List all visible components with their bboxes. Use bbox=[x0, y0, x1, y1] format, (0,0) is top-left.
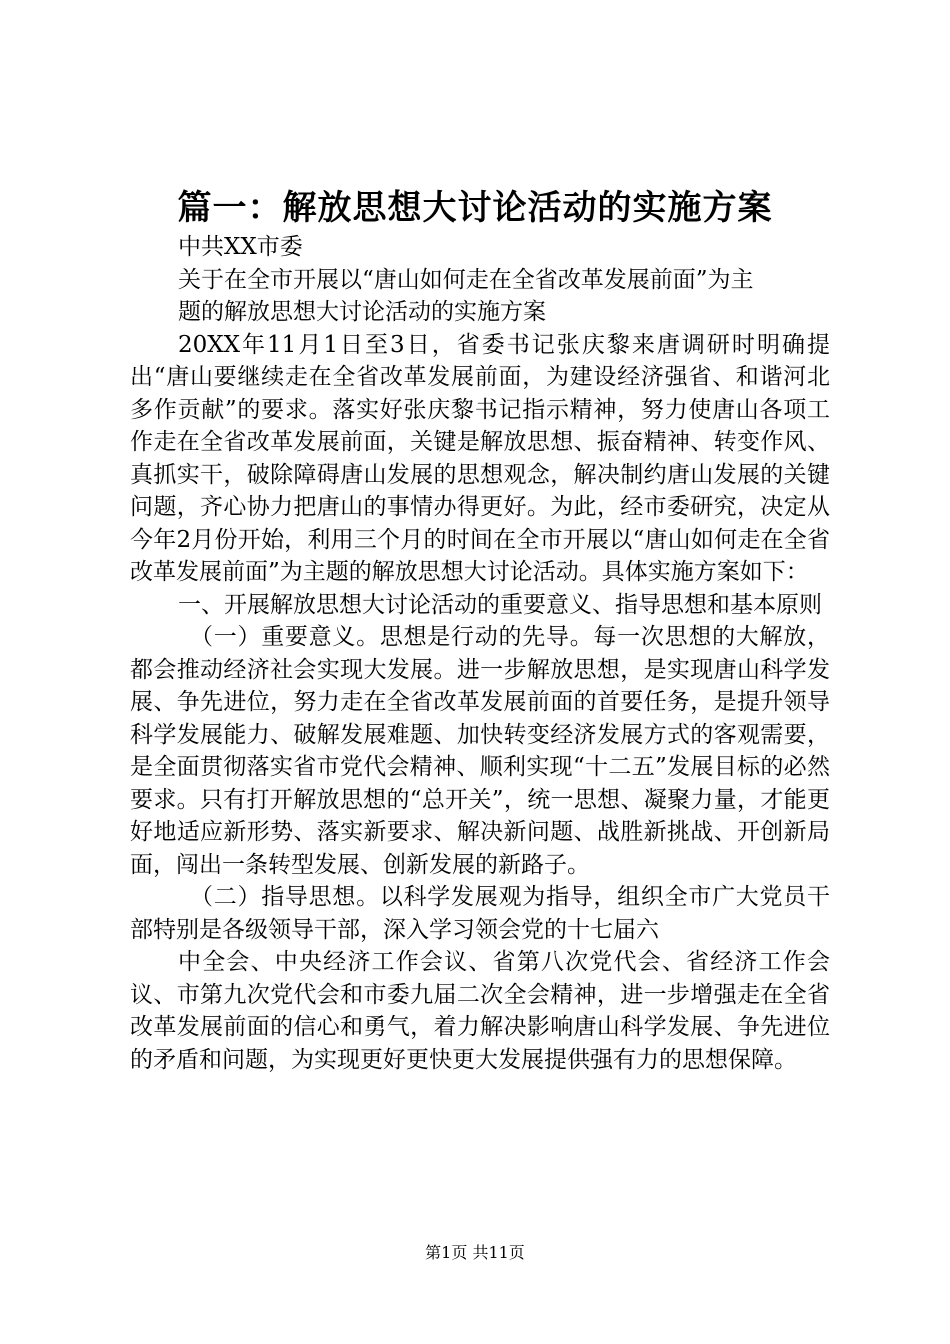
section-heading-1: 一、开展解放思想大讨论活动的重要意义、指导思想和基本原则 bbox=[178, 591, 822, 618]
document-title: 篇一：解放思想大讨论活动的实施方案 bbox=[177, 188, 773, 228]
page-footer: 第1页 共11页 bbox=[425, 1243, 525, 1262]
paragraph-importance: （一）重要意义。思想是行动的先导。每一次思想的大解放，都会推动经济社会实现大发展。进一步解放思想，是实现唐山科学发展、争先进位，努力走在全省改革发展前面的首要任务，是提升领导科学发展能力、破解发展难题、加快转变经济发展方式的客观需要，是全面贯彻落实省市党代会精神、顺利实现“十二五”发展目标的必然要求。只有打开解放思想的“总开关”，统一思想、凝聚力量，才能更好地适应新形势、落实新要求、解决新问题、战胜新挑战、开创新局面，闯出一条转型发展、创新发展的新路子。 bbox=[130, 624, 830, 878]
subtitle-line-2: 题的解放思想大讨论活动的实施方案 bbox=[178, 299, 546, 325]
issuer-line: 中共XX市委 bbox=[178, 234, 303, 260]
paragraph-continuation: 中全会、中央经济工作会议、省第八次党代会、省经济工作会议、市第九次党代会和市委九届二次全会精神，进一步增强走在全省改革发展前面的信心和勇气，着力解决影响唐山科学发展、争先进位的矛盾和问题，为实现更好更快更大发展提供强有力的思想保障。 bbox=[130, 949, 830, 1073]
paragraph-guiding-thought: （二）指导思想。以科学发展观为指导，组织全市广大党员干部特别是各级领导干部，深入学习领会党的十七届六 bbox=[130, 884, 830, 943]
intro-paragraph: 20XX年11月1日至3日，省委书记张庆黎来唐调研时明确提出“唐山要继续走在全省改革发展前面，为建设经济强省、和谐河北多作贡献”的要求。落实好张庆黎书记指示精神，努力使唐山各项工作走在全省改革发展前面，关键是解放思想、振奋精神、转变作风、真抓实干，破除障碍唐山发展的思想观念，解决制约唐山发展的关键问题，齐心协力把唐山的事情办得更好。为此，经市委研究，决定从今年2月份开始，利用三个月的时间在全市开展以“唐山如何走在全省改革发展前面”为主题的解放思想大讨论活动。具体实施方案如下： bbox=[130, 331, 830, 585]
subtitle-line-1: 关于在全市开展以“唐山如何走在全省改革发展前面”为主 bbox=[178, 266, 754, 293]
document-body bbox=[130, 231, 830, 1076]
